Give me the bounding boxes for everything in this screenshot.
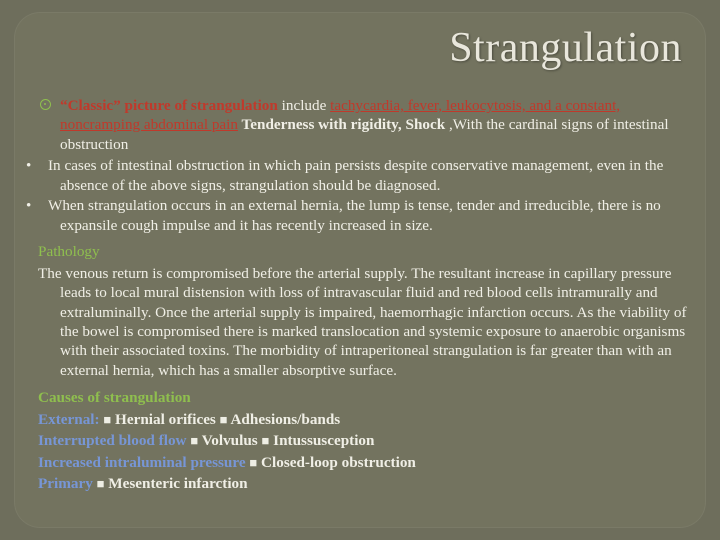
causes-value-external-1: Adhesions/bands — [230, 410, 341, 428]
square-bullet-icon: ■ — [96, 476, 105, 492]
causes-item-external — [38, 410, 690, 429]
causes-value-primary-0: Mesenteric infarction — [108, 475, 248, 493]
classic-include: include — [277, 97, 331, 114]
square-bullet-icon: ■ — [261, 433, 270, 449]
bullet-second-text: In cases of intestinal obstruction in which pain persists despite conservative management, even in the absence of the above signs, strangulation should be diagnosed. — [48, 157, 664, 194]
causes-label-external: External: — [38, 410, 100, 428]
causes-value-interrupted-0: Volvulus — [201, 432, 258, 450]
square-bullet-icon: ■ — [219, 411, 228, 427]
classic-quote: “Classic” picture of strangulation — [60, 97, 278, 114]
ring-bullet-icon — [40, 99, 51, 110]
pathology-heading: Pathology — [38, 243, 100, 261]
causes-value-increased-0: Closed-loop obstruction — [261, 453, 416, 471]
causes-item-interrupted-blood-flow — [38, 431, 690, 450]
classic-tail: ,With the cardinal signs of intestinal obstruction — [60, 116, 669, 153]
square-bullet-icon: ■ — [249, 454, 258, 470]
bullet-third-text: When strangulation occurs in an external hernia, the lump is tense, tender and irreducible, there is no expansile cough impulse and it has recently increased in size. — [48, 197, 661, 234]
causes-label-primary: Primary — [38, 475, 93, 493]
causes-item-increased-intraluminal-pressure — [38, 453, 690, 472]
causes-value-external-0: Hernial orifices — [115, 410, 216, 428]
bullet-classic — [38, 96, 690, 154]
square-bullet-icon: ■ — [190, 433, 199, 449]
slide-content — [38, 96, 690, 526]
causes-item-primary — [38, 474, 690, 493]
square-bullet-icon: ■ — [103, 411, 112, 427]
bullet-second — [38, 156, 690, 195]
page-title: Strangulation — [449, 25, 682, 71]
bullet-third — [38, 196, 690, 235]
classic-red-underline: tachycardia, fever, leukocytosis, and a constant, noncramping abdominal pain — [60, 97, 621, 134]
causes-label-interrupted-blood-flow: Interrupted blood flow — [38, 432, 187, 450]
causes-heading: Causes of strangulation — [38, 389, 191, 407]
causes-value-interrupted-1: Intussusception — [273, 432, 375, 450]
classic-bold: Tenderness with rigidity, Shock — [238, 116, 449, 134]
causes-label-increased-pressure: Increased intraluminal pressure — [38, 453, 246, 471]
pathology-text: The venous return is compromised before the arterial supply. The resultant increase in capillary pressure leads to local mural distension with loss of intravascular fluid and red blood cells intramurally and extraluminally. Once the arterial supply is impaired, haemorrhagic infarction occurs. As the viability of the bowel is compromised there is marked translocation and systemic exposure to anaerobic organisms with their associated toxins. The morbidity of intraperitoneal strangulation is far greater than with an external hernia, which has a smaller absorptive surface. — [38, 264, 687, 379]
